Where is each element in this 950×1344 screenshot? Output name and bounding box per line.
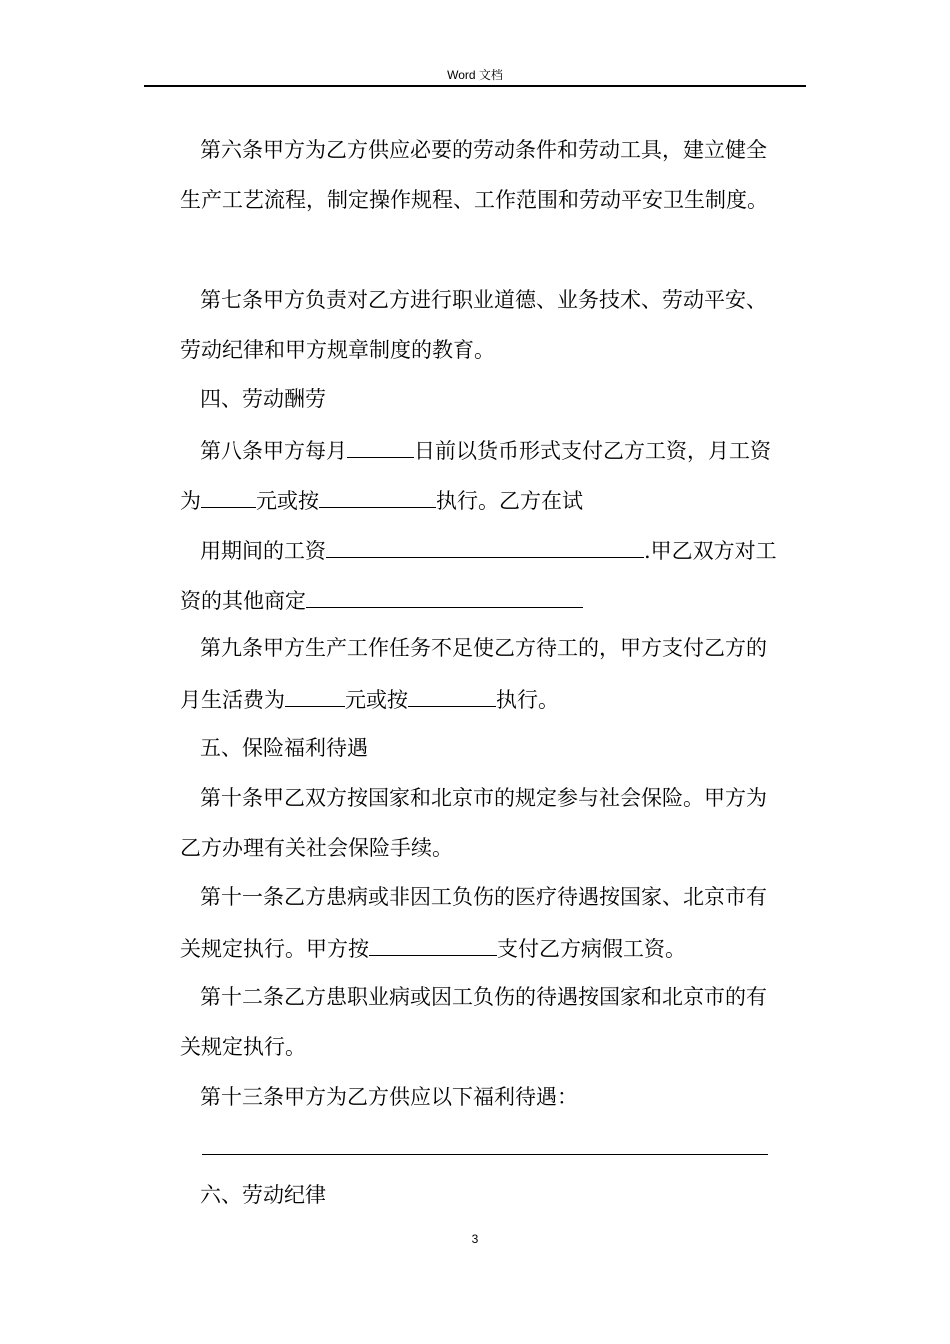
article-8-text-b: 日前以货币形式支付乙方工资，月工资 — [414, 439, 771, 463]
article-13-line-1: 第十三条甲方为乙方供应以下福利待遇： — [200, 1085, 578, 1109]
article-9-line-2 — [180, 686, 559, 710]
article-8-text-d: 元或按 — [256, 489, 319, 513]
page-header: Word 文档 — [447, 68, 503, 82]
blank-wage-basis — [319, 487, 436, 508]
blank-sick-pay — [369, 935, 497, 956]
blank-living-allowance — [285, 686, 345, 707]
article-8-line-1 — [200, 437, 771, 461]
article-8-line-4 — [180, 587, 583, 611]
article-8-text-a: 第八条甲方每月 — [200, 439, 347, 463]
article-9-line-1: 第九条甲方生产工作任务不足使乙方待工的，甲方支付乙方的 — [200, 636, 767, 660]
article-8-text-e: 执行。乙方在试 — [436, 489, 583, 513]
article-12-line-2: 关规定执行。 — [180, 1035, 306, 1059]
blank-other-agreement — [306, 587, 583, 608]
article-7-line-1: 第七条甲方负责对乙方进行职业道德、业务技术、劳动平安、 — [200, 288, 767, 312]
article-6-line-1: 第六条甲方为乙方供应必要的劳动条件和劳动工具，建立健全 — [200, 138, 767, 162]
article-9-text-a: 月生活费为 — [180, 688, 285, 712]
blank-allowance-basis — [408, 686, 496, 707]
article-8-line-3 — [200, 537, 777, 561]
blank-probation-wage — [326, 537, 644, 558]
article-8-text-f: 用期间的工资 — [200, 539, 326, 563]
article-10-line-1: 第十条甲乙双方按国家和北京市的规定参与社会保险。甲方为 — [200, 786, 767, 810]
page-number: 3 — [471, 1232, 479, 1246]
article-8-line-2 — [180, 487, 583, 511]
article-10-line-2: 乙方办理有关社会保险手续。 — [180, 836, 453, 860]
article-8-text-h: 资的其他商定 — [180, 589, 306, 613]
article-8-text-c: 为 — [180, 489, 201, 513]
article-9-text-b: 元或按 — [345, 688, 408, 712]
article-9-text-c: 执行。 — [496, 688, 559, 712]
article-11-text-b: 支付乙方病假工资。 — [497, 937, 686, 961]
article-11-line-1: 第十一条乙方患病或非因工负伤的医疗待遇按国家、北京市有 — [200, 885, 767, 909]
article-7-line-2: 劳动纪律和甲方规章制度的教育。 — [180, 338, 495, 362]
section-5-heading: 五、保险福利待遇 — [200, 736, 368, 760]
article-12-line-1: 第十二条乙方患职业病或因工负伤的待遇按国家和北京市的有 — [200, 985, 767, 1009]
section-6-heading: 六、劳动纪律 — [200, 1183, 326, 1207]
header-rule — [144, 85, 806, 87]
blank-monthly-wage — [201, 487, 256, 508]
article-8-text-g: .甲乙双方对工 — [644, 539, 777, 563]
blank-pay-day — [347, 437, 414, 458]
article-11-line-2 — [180, 935, 686, 959]
section-4-heading: 四、劳动酬劳 — [200, 387, 326, 411]
article-11-text-a: 关规定执行。甲方按 — [180, 937, 369, 961]
blank-benefits-line — [202, 1154, 768, 1155]
article-6-line-2: 生产工艺流程，制定操作规程、工作范围和劳动平安卫生制度。 — [180, 188, 768, 212]
